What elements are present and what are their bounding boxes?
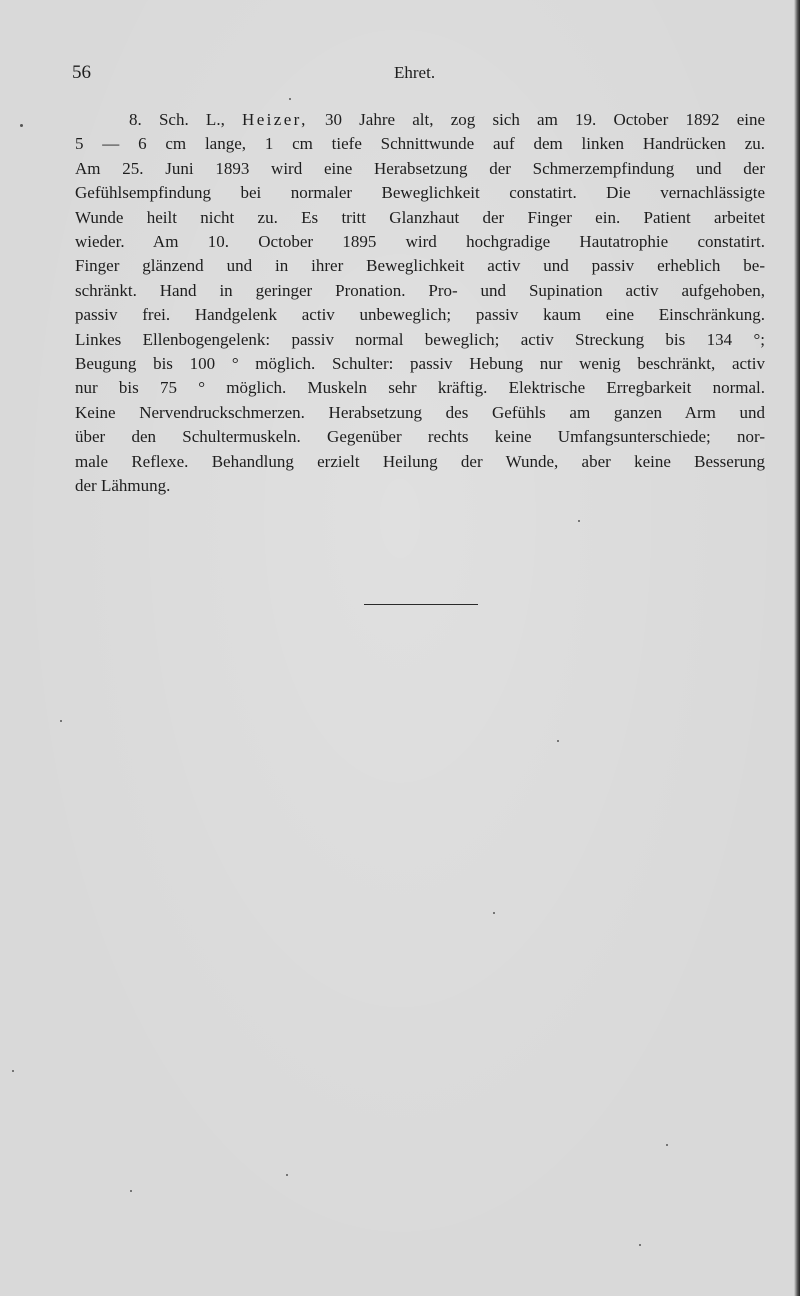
case-initials: Sch. L.,	[158, 110, 225, 129]
text-line: Finger glänzend und in ihrer Beweglichkeit activ und passiv erheblich be-	[75, 256, 765, 276]
paper-speck	[20, 124, 23, 127]
page-header	[72, 62, 762, 88]
case-number: 8.	[129, 110, 142, 129]
paper-speck	[289, 98, 291, 100]
text-line: schränkt. Hand in geringer Pronation. Pro- und Supination activ aufgehoben,	[75, 280, 765, 300]
paper-speck	[578, 520, 580, 522]
text-line: Am 25. Juni 1893 wird eine Herabsetzung der Schmerzempfindung und der	[75, 158, 765, 178]
text-line: Beugung bis 100 ° möglich. Schulter: passiv Hebung nur wenig beschränkt, activ	[75, 354, 765, 374]
paper-speck	[666, 1144, 668, 1146]
occupation: Heizer,	[242, 110, 308, 129]
paper-speck	[60, 720, 62, 722]
text-line: male Reflexe. Behandlung erzielt Heilung der Wunde, aber keine Besserung	[75, 451, 765, 471]
text-line: Gefühlsempfindung bei normaler Beweglichkeit constatirt. Die vernachlässigte	[75, 183, 765, 203]
text-line: Keine Nervendruckschmerzen. Herabsetzung des Gefühls am ganzen Arm und	[75, 402, 765, 422]
section-end-rule	[364, 604, 478, 605]
text-line: nur bis 75 ° möglich. Muskeln sehr kräftig. Elektrische Erregbarkeit normal.	[75, 378, 765, 398]
paper-speck	[286, 1174, 288, 1176]
paper-speck	[130, 1190, 132, 1192]
page-number: 56	[72, 62, 91, 83]
text-line: Wunde heilt nicht zu. Es tritt Glanzhaut der Finger ein. Patient arbeitet	[75, 207, 765, 227]
text-line: über den Schultermuskeln. Gegenüber rechts keine Umfangsunterschiede; nor-	[75, 427, 765, 447]
text-line: Linkes Ellenbogengelenk: passiv normal beweglich; activ Streckung bis 134 °;	[75, 329, 765, 349]
paper-speck	[639, 1244, 641, 1246]
page-edge-shadow	[794, 0, 800, 1296]
running-head: Ehret.	[394, 63, 436, 82]
paper-speck	[557, 740, 559, 742]
text-line-last: der Lähmung.	[75, 476, 171, 496]
paper-speck	[493, 912, 495, 914]
text-line: passiv frei. Handgelenk activ unbeweglich; passiv kaum eine Einschränkung.	[75, 305, 765, 325]
text-line-1-rest: 30 Jahre alt, zog sich am 19. October 1892 eine	[324, 110, 766, 129]
case-paragraph	[75, 108, 765, 499]
text-line	[75, 108, 765, 132]
text-line: 5 — 6 cm lange, 1 cm tiefe Schnittwunde auf dem linken Handrücken zu.	[75, 134, 765, 154]
paper-speck	[12, 1070, 14, 1072]
text-line: wieder. Am 10. October 1895 wird hochgradige Hautatrophie constatirt.	[75, 232, 765, 252]
